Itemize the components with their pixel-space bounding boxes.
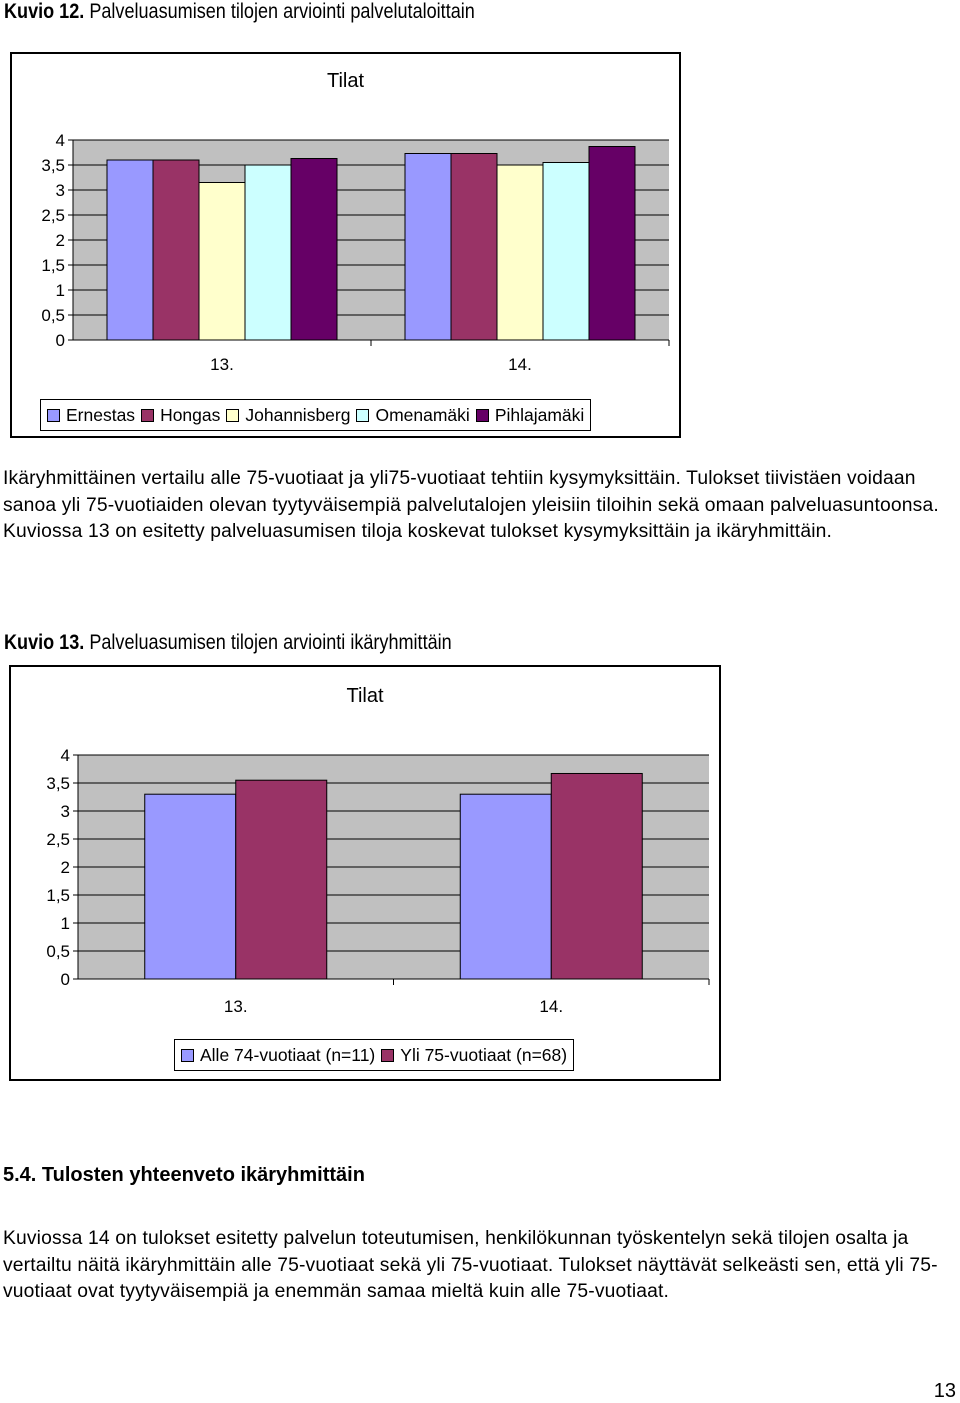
x-tick-label: 13. bbox=[223, 997, 248, 1016]
legend-label: Pihlajamäki bbox=[494, 404, 585, 425]
legend-item bbox=[356, 405, 469, 426]
figure-caption-label: Kuvio 12. bbox=[4, 0, 85, 23]
legend-swatch bbox=[181, 1049, 194, 1062]
bar bbox=[551, 773, 642, 979]
y-tick-label: 2,5 bbox=[41, 206, 65, 225]
y-tick-label: 3,5 bbox=[41, 156, 65, 175]
legend-item bbox=[47, 405, 135, 426]
chart-title: Tilat bbox=[346, 685, 384, 707]
legend-item bbox=[181, 1045, 375, 1066]
section-heading: 5.4. Tulosten yhteenveto ikäryhmittäin bbox=[3, 1164, 365, 1186]
figure-caption-text: Palveluasumisen tilojen arviointi ikäryhmittäin bbox=[84, 631, 452, 654]
bar bbox=[451, 154, 497, 341]
legend-swatch bbox=[381, 1049, 394, 1062]
x-tick-label: 14. bbox=[508, 355, 532, 374]
chart-legend bbox=[40, 399, 591, 431]
chart-plot-area bbox=[11, 667, 723, 1083]
page-number: 13 bbox=[933, 1380, 956, 1402]
legend-item bbox=[141, 405, 220, 426]
figure-caption-label: Kuvio 13. bbox=[4, 631, 85, 654]
legend-swatch bbox=[141, 409, 154, 422]
figure-caption-13 bbox=[4, 631, 452, 655]
bar bbox=[245, 165, 291, 340]
y-tick-label: 3 bbox=[60, 802, 70, 821]
bar bbox=[589, 147, 635, 341]
figure-caption-text: Palveluasumisen tilojen arviointi palvelutaloittain bbox=[84, 0, 475, 23]
x-tick-label: 14. bbox=[539, 997, 564, 1016]
legend-label: Ernestas bbox=[66, 404, 136, 425]
legend-swatch bbox=[226, 409, 239, 422]
bar bbox=[107, 160, 153, 340]
body-paragraph-2: Kuviossa 14 on tulokset esitetty palvelun toteutumisen, henkilökunnan työskentelyn sekä tilojen osalta ja vertailtu näitä ikäryhmittäin alle 75-vuotiaat sekä yli 75-vuotiaat. Tulokset näyttävät selkeästi sen, että yli 75-vuotiaat ovat tyytyväisempiä ja enemmän samaa mieltä kuin alle 75-vuotiaat. bbox=[3, 1228, 938, 1302]
chart-plot-area bbox=[12, 54, 683, 440]
chart-legend bbox=[174, 1039, 574, 1071]
chart-tilat-ikaryhmittain bbox=[9, 665, 721, 1081]
y-tick-label: 4 bbox=[60, 746, 70, 765]
legend-label: Hongas bbox=[160, 404, 221, 425]
legend-swatch bbox=[476, 409, 489, 422]
chart-tilat-palvelutaloittain bbox=[10, 52, 681, 438]
bar bbox=[291, 159, 337, 341]
legend-swatch bbox=[47, 409, 60, 422]
bar bbox=[543, 163, 589, 341]
legend-label: Omenamäki bbox=[375, 404, 470, 425]
y-tick-label: 2 bbox=[55, 231, 65, 250]
legend-swatch bbox=[356, 409, 369, 422]
bar bbox=[460, 794, 551, 979]
legend-item bbox=[381, 1045, 567, 1066]
y-tick-label: 1 bbox=[60, 914, 70, 933]
y-tick-label: 2 bbox=[60, 858, 70, 877]
legend-label: Johannisberg bbox=[245, 404, 351, 425]
y-tick-label: 1,5 bbox=[41, 256, 65, 275]
x-tick-label: 13. bbox=[210, 355, 234, 374]
bar bbox=[153, 160, 199, 340]
y-tick-label: 0 bbox=[55, 331, 65, 350]
legend-item bbox=[226, 405, 350, 426]
y-tick-label: 1 bbox=[55, 281, 65, 300]
bar bbox=[145, 794, 236, 979]
bar bbox=[236, 780, 327, 979]
figure-caption-12 bbox=[4, 0, 475, 24]
legend-label: Alle 74-vuotiaat (n=11) bbox=[200, 1044, 376, 1065]
bar bbox=[405, 154, 451, 341]
y-tick-label: 1,5 bbox=[46, 886, 70, 905]
chart-title: Tilat bbox=[326, 70, 365, 92]
y-tick-label: 0 bbox=[60, 970, 70, 989]
y-tick-label: 4 bbox=[55, 131, 65, 150]
legend-label: Yli 75-vuotiaat (n=68) bbox=[400, 1044, 568, 1065]
y-tick-label: 3,5 bbox=[46, 774, 70, 793]
y-tick-label: 0,5 bbox=[46, 942, 70, 961]
bar bbox=[497, 165, 543, 340]
legend-item bbox=[476, 405, 584, 426]
y-tick-label: 2,5 bbox=[46, 830, 70, 849]
bar bbox=[199, 183, 245, 341]
y-tick-label: 3 bbox=[55, 181, 65, 200]
body-paragraph-1: Ikäryhmittäinen vertailu alle 75-vuotiaat ja yli75-vuotiaat tehtiin kysymyksittäin. Tulokset tiivistäen voidaan sanoa yli 75-vuotiaiden olevan tyytyväisempiä palvelutalojen yleisiin tiloihin sekä omaan palveluasuntoonsa. Kuviossa 13 on esitetty palveluasumisen tiloja koskevat tulokset kysymyksittäin ja ikäryhmittäin. bbox=[3, 468, 939, 542]
y-tick-label: 0,5 bbox=[41, 306, 65, 325]
